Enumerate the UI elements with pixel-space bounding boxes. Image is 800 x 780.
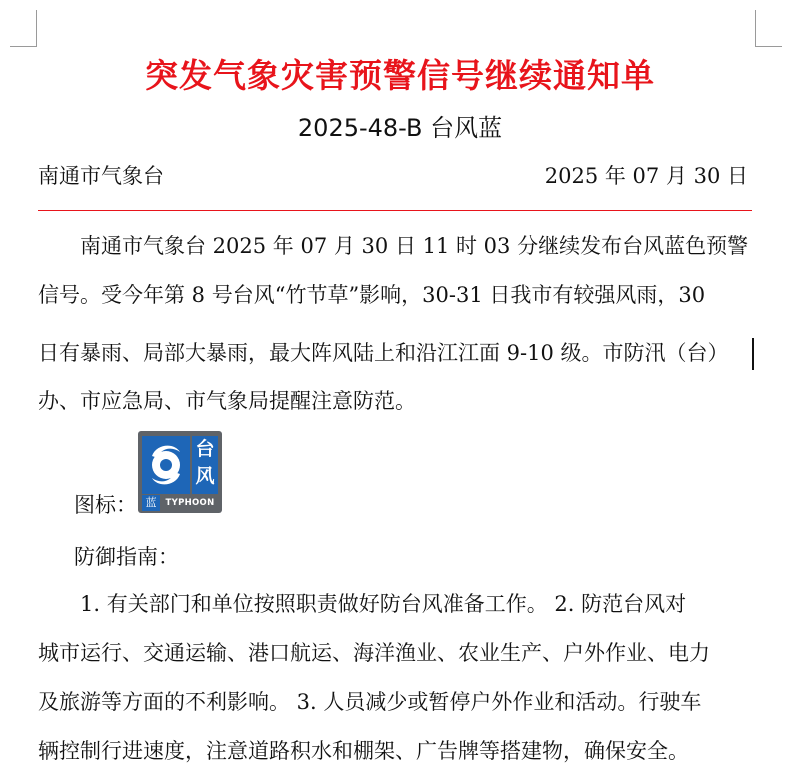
- badge-english: TYPHOON: [165, 498, 215, 508]
- red-divider: [38, 210, 752, 211]
- guide-line: 城市运行、交通运输、港口航运、海洋渔业、农业生产、户外作业、电力: [38, 641, 710, 665]
- badge-level: 蓝: [142, 495, 160, 511]
- paragraph-line: 信号。受今年第 8 号台风“竹节草”影响，30-31 日我市有较强风雨，30: [38, 283, 706, 307]
- guide-line: 及旅游等方面的不利影响。 3. 人员减少或暂停户外作业和活动。行驶车: [38, 690, 702, 714]
- warning-code: 2025-48-B 台风蓝: [297, 114, 503, 142]
- issuer: 南通市气象台: [38, 164, 164, 188]
- paragraph-line: 日有暴雨、局部大暴雨，最大阵风陆上和沿江江面 9-10 级。市防汛（台）: [38, 341, 729, 365]
- typhoon-character-box: [192, 436, 218, 494]
- page-corner-mark-top-left: [10, 10, 37, 47]
- guide-line: 辆控制行进速度，注意道路积水和棚架、广告牌等搭建物，确保安全。: [38, 739, 689, 763]
- document-title: 突发气象灾害预警信号继续通知单: [145, 56, 655, 95]
- badge-char-top: 台: [195, 438, 215, 460]
- badge-char-bottom: 风: [195, 465, 215, 487]
- typhoon-blue-warning-icon: [138, 431, 222, 513]
- issue-date: 2025 年 07 月 30 日: [544, 164, 748, 188]
- paragraph-line: 办、市应急局、市气象局提醒注意防范。: [38, 389, 416, 413]
- page-corner-mark-top-right: [755, 10, 782, 47]
- guide-line: 1. 有关部门和单位按照职责做好防台风准备工作。 2. 防范台风对: [38, 592, 687, 616]
- paragraph-line: 南通市气象台 2025 年 07 月 30 日 11 时 03 分继续发布台风蓝色预警: [38, 234, 749, 258]
- guide-title: 防御指南：: [74, 545, 179, 569]
- typhoon-swirl-icon: [142, 436, 190, 494]
- icon-label: 图标：: [74, 493, 137, 517]
- text-cursor: [752, 338, 754, 370]
